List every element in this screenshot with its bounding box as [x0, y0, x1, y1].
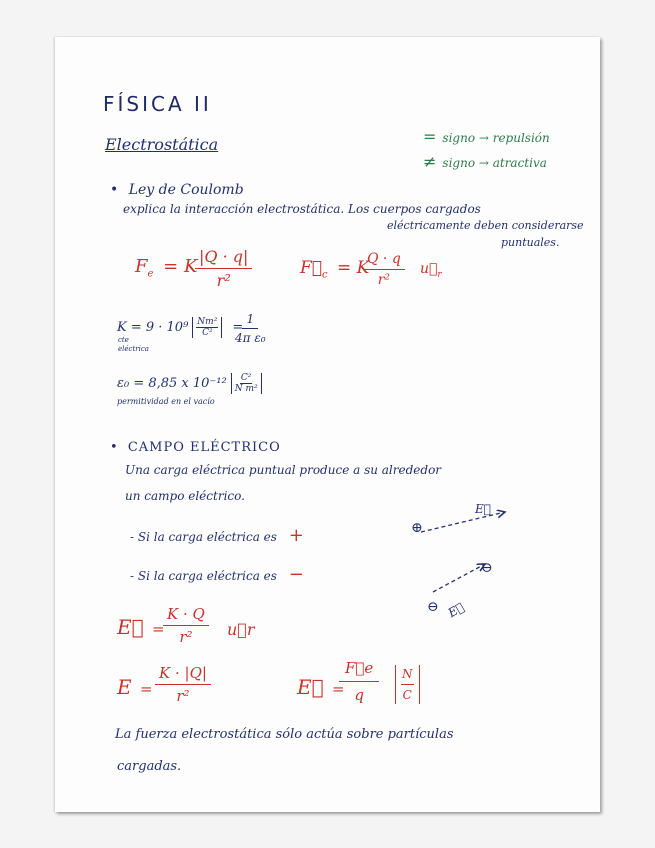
legend-attractive — [423, 152, 547, 171]
campo-text-line2: un campo eléctrico. — [125, 489, 245, 503]
e-vector-unit: u⃗r — [227, 620, 255, 639]
equal-sign: = — [423, 127, 437, 146]
field-label-negative: E⃗ — [445, 599, 467, 621]
e-units-den: C — [402, 688, 412, 702]
k-frac-den: 4π ε₀ — [235, 331, 266, 345]
e-units — [395, 665, 420, 704]
positive-charge-field — [421, 512, 505, 532]
negative-charge-icon: ⊖ — [481, 560, 493, 576]
coulomb-text-line3: puntuales. — [501, 236, 560, 249]
unit-vector-symbol: u⃗ — [420, 261, 438, 277]
force-subscript: e — [147, 268, 154, 280]
field-label-positive: E⃗ — [475, 502, 491, 516]
negative-charge-icon-2: ⊖ — [427, 599, 439, 615]
coulomb-force-lhs — [135, 256, 197, 280]
coulomb-vector-lhs — [300, 258, 369, 280]
epsilon-constant — [117, 373, 262, 394]
e-magnitude-fraction — [155, 664, 211, 705]
case-positive-text: - Si la carga eléctrica es — [130, 530, 277, 544]
e-force-lhs — [297, 675, 345, 699]
plus-sign: + — [288, 525, 304, 546]
e-force-num: F⃗e — [339, 659, 379, 682]
k-value: K = 9 · 10⁹ — [117, 320, 189, 335]
unit-vector — [420, 261, 442, 280]
force-symbol: F — [135, 256, 148, 277]
epsilon-note: permitividad en el vacío — [117, 397, 215, 406]
vector-fraction-denominator: r² — [377, 272, 391, 288]
k-frac-num: 1 — [242, 312, 258, 329]
e-vector-fraction — [163, 605, 209, 646]
campo-heading: CAMPO ELÉCTRICO — [127, 440, 281, 455]
e-magnitude-den: r² — [176, 687, 190, 705]
field-diagram — [403, 492, 523, 622]
not-equal-sign: ≠ — [423, 152, 437, 171]
epsilon-units-den: N m² — [234, 384, 258, 394]
unit-vector-subscript: r — [437, 269, 442, 280]
e-vector-symbol: E⃗ — [117, 615, 144, 639]
e-force-den: q — [354, 686, 364, 704]
vector-force-symbol: F⃗ — [300, 258, 322, 278]
e-magnitude-symbol: E — [117, 675, 132, 699]
e-units-bracket — [395, 665, 420, 704]
e-vector-equals: = — [151, 620, 165, 638]
bullet: • — [110, 182, 119, 198]
coulomb-vector-fraction — [363, 251, 405, 288]
coulomb-text-line1: explica la interacción electrostática. Los cuerpos cargados — [123, 202, 481, 216]
coulomb-force-fraction — [195, 247, 252, 290]
campo-text-line1: Una carga eléctrica puntual produce a su alrededor — [125, 463, 442, 477]
epsilon-value: ε₀ = 8,85 x 10⁻¹² — [117, 376, 227, 391]
e-vector-num: K · Q — [163, 605, 209, 626]
epsilon-units-num: C² — [240, 373, 252, 383]
vector-force-subscript: c — [322, 269, 328, 281]
notebook-page — [55, 37, 600, 812]
fraction-numerator: |Q · q| — [195, 247, 252, 269]
e-vector-lhs — [117, 615, 165, 639]
k-units-den: C² — [202, 328, 213, 338]
negative-charge-field — [433, 564, 485, 592]
case-negative — [130, 564, 304, 585]
e-force-symbol: E⃗ — [297, 675, 324, 699]
k-note-line1: cte — [118, 336, 129, 344]
case-negative-text: - Si la carga eléctrica es — [130, 569, 277, 583]
epsilon-units — [231, 373, 262, 394]
vector-fraction-numerator: Q · q — [363, 251, 405, 270]
outward-field-arrow — [421, 512, 505, 532]
k-units — [192, 317, 222, 338]
fraction-denominator: r² — [216, 271, 231, 290]
minus-sign: − — [288, 564, 304, 585]
vector-equals-k: = K — [337, 258, 370, 278]
e-magnitude-num: K · |Q| — [155, 664, 211, 685]
bullet: • — [110, 440, 118, 455]
legend-repulsive — [423, 127, 550, 146]
positive-charge-icon: ⊕ — [411, 520, 423, 536]
k-equals: = — [232, 320, 244, 335]
coulomb-text-line2: eléctricamente deben considerarse — [387, 219, 584, 232]
page-title: FÍSICA II — [103, 92, 212, 116]
k-fraction — [235, 312, 266, 345]
e-force-fraction — [339, 659, 379, 704]
equals-k: = K — [163, 256, 198, 277]
e-vector-den: r² — [179, 628, 193, 646]
inward-field-arrow — [433, 564, 485, 592]
campo-heading-line — [110, 440, 281, 455]
coulomb-heading-line — [110, 182, 244, 198]
e-force-equals: = — [331, 680, 345, 698]
closing-line2: cargadas. — [117, 759, 182, 774]
k-note — [118, 336, 149, 354]
section-heading: Electrostática — [105, 135, 219, 154]
case-positive — [130, 525, 304, 546]
closing-line1: La fuerza electrostática sólo actúa sobre partículas — [115, 727, 454, 742]
k-constant — [117, 317, 243, 338]
e-magnitude-equals: = — [139, 680, 153, 698]
e-magnitude-lhs — [117, 675, 153, 699]
legend-attractive-text: signo → atractiva — [442, 156, 547, 170]
coulomb-heading: Ley de Coulomb — [128, 182, 244, 198]
e-units-num: N — [401, 667, 414, 685]
k-note-line2: eléctrica — [118, 345, 149, 353]
k-units-num: Nm² — [197, 317, 218, 327]
legend-repulsive-text: signo → repulsión — [442, 131, 550, 145]
